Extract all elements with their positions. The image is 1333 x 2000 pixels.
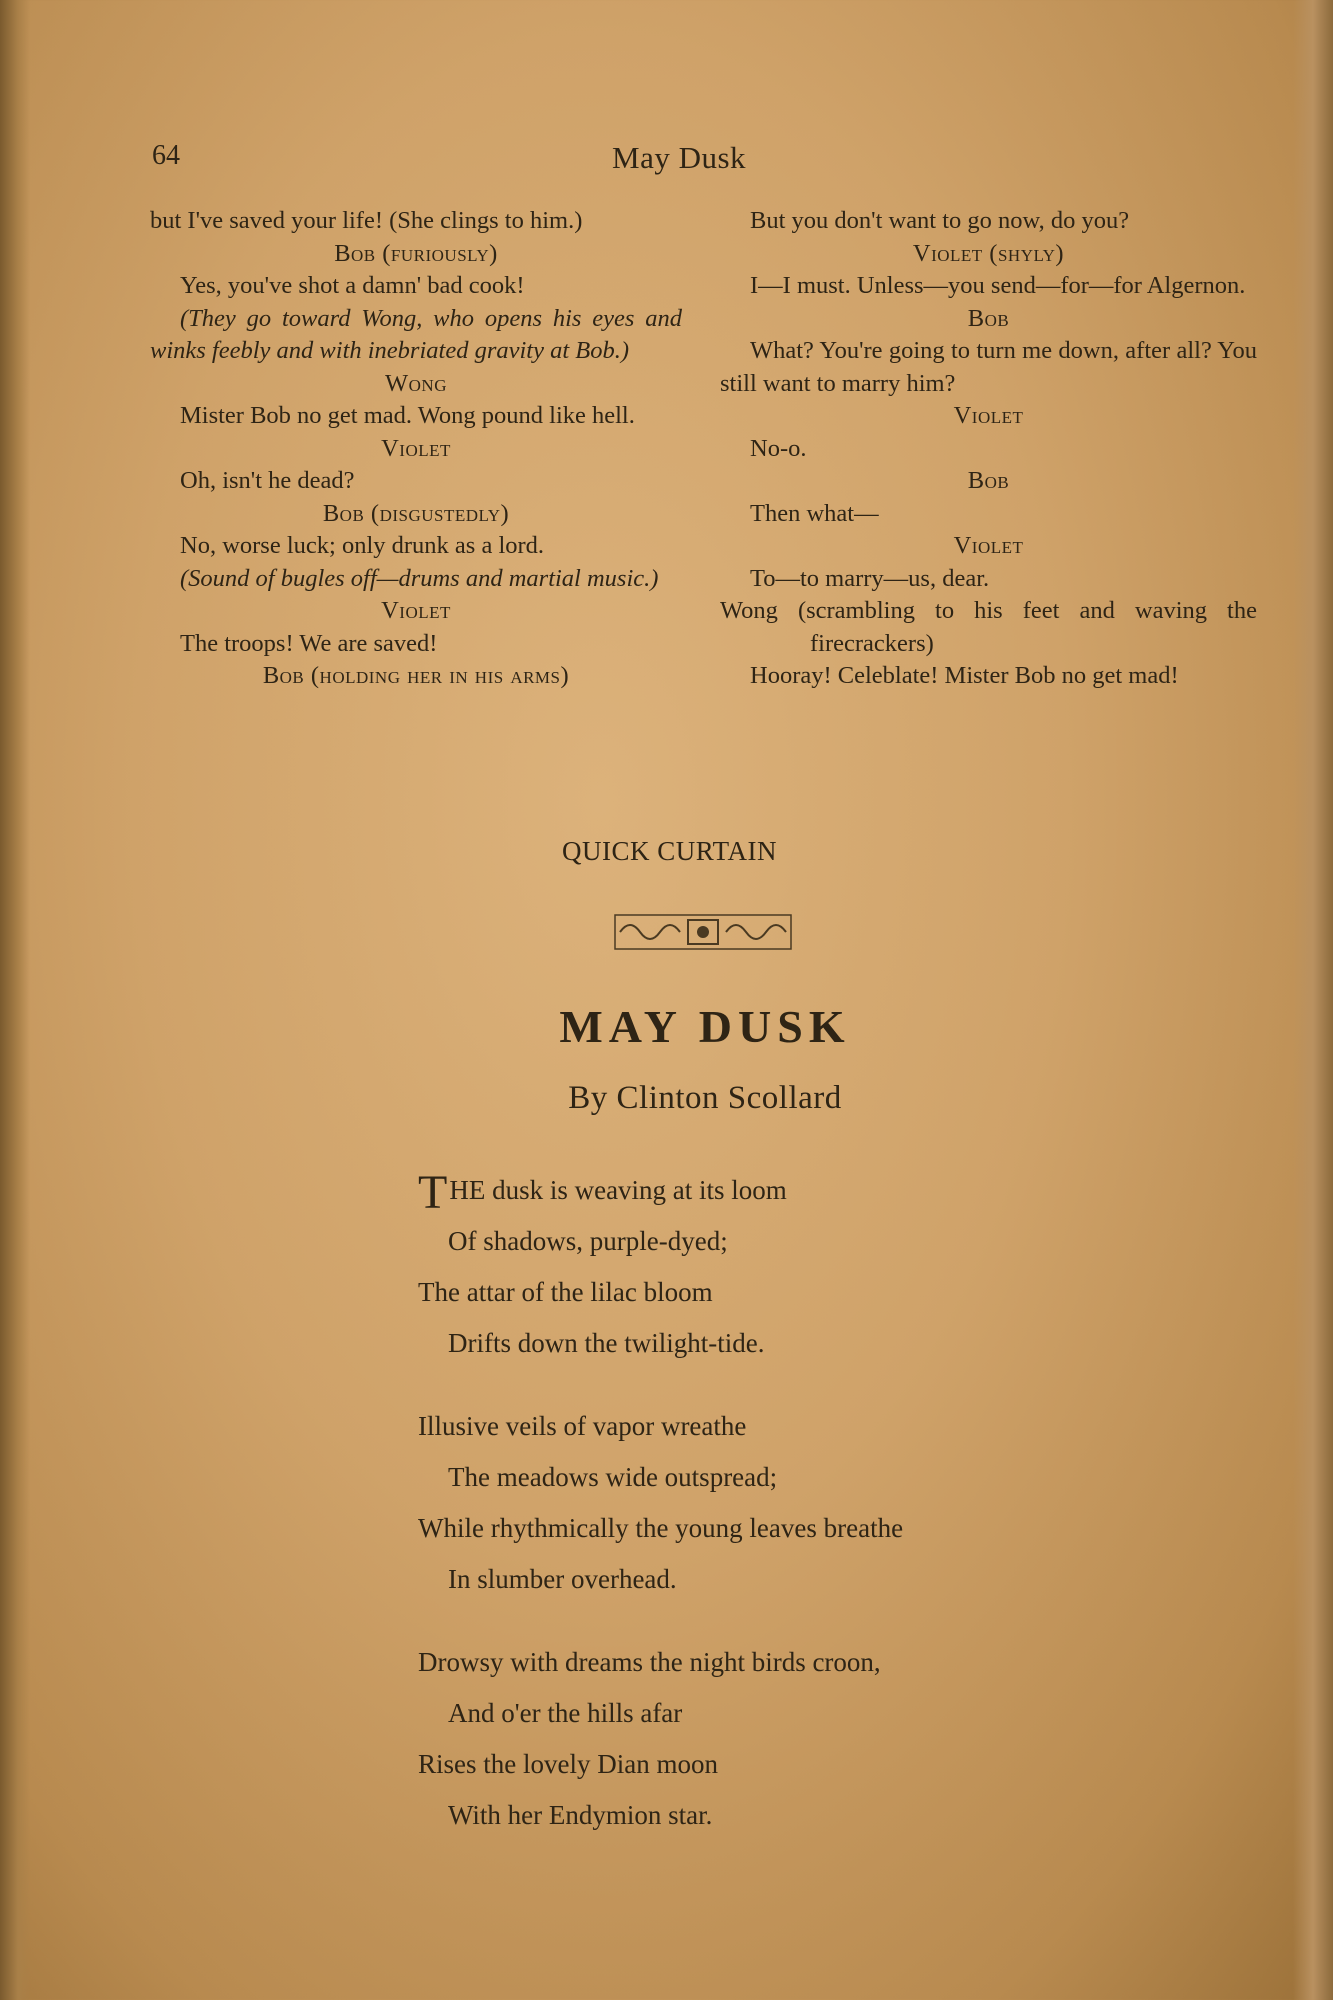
stanza-2 xyxy=(418,1401,903,1605)
script-line: (They go toward Wong, who opens his eyes and winks feebly and with inebriated gravity at Bob.) xyxy=(150,304,682,364)
drop-cap: T xyxy=(418,1166,448,1219)
poem-title: MAY DUSK xyxy=(559,1001,851,1052)
poem-line: Illusive veils of vapor wreathe xyxy=(418,1411,747,1441)
poem-line: With her Endymion star. xyxy=(448,1800,713,1830)
quick-curtain: QUICK CURTAIN xyxy=(562,836,777,866)
script-line: (Sound of bugles off—drums and martial music.) xyxy=(180,564,659,592)
poem-line: Drifts down the twilight-tide. xyxy=(448,1328,765,1358)
play-column-right xyxy=(720,205,1257,693)
script-line: No-o. xyxy=(750,434,807,462)
poem-line: Drowsy with dreams the night birds croon, xyxy=(418,1647,881,1677)
script-line: Wong (scrambling to his feet and waving the firecrackers) xyxy=(720,597,1257,657)
poem-line: While rhythmically the young leaves breathe xyxy=(418,1513,904,1543)
speaker-name: Violet xyxy=(381,434,451,462)
stanza-1 xyxy=(418,1165,903,1369)
speaker-name: Bob (furiously) xyxy=(334,239,498,267)
speaker-name: Violet (shyly) xyxy=(912,239,1065,267)
script-line: Yes, you've shot a damn' bad cook! xyxy=(180,272,525,299)
script-line: Mister Bob no get mad. Wong pound like hell. xyxy=(180,402,635,429)
speaker-name: Violet xyxy=(953,532,1024,559)
poem-line: And o'er the hills afar xyxy=(448,1698,683,1728)
play-column-left xyxy=(150,205,682,693)
speaker-name: Violet xyxy=(953,402,1024,429)
script-line: Oh, isn't he dead? xyxy=(180,467,355,494)
stanza-3 xyxy=(418,1637,903,1841)
poem-byline: By Clinton Scollard xyxy=(568,1080,842,1116)
script-line: But you don't want to go now, do you? xyxy=(750,207,1130,234)
script-line: but I've saved your life! (She clings to him.) xyxy=(150,207,583,234)
script-line: What? You're going to turn me down, after all? You still want to marry him? xyxy=(720,337,1257,397)
speaker-name: Violet xyxy=(381,597,451,624)
speaker-name: Bob xyxy=(967,304,1010,332)
running-title: May Dusk xyxy=(612,140,747,175)
script-line: Then what— xyxy=(750,499,879,527)
speaker-name: Bob (holding her in his arms) xyxy=(262,662,570,689)
poem-line-text: HE dusk is weaving at its loom xyxy=(449,1175,787,1205)
poem-line: In slumber overhead. xyxy=(448,1564,677,1594)
page-number: 64 xyxy=(152,140,180,171)
poem-line: The meadows wide outspread; xyxy=(448,1462,778,1492)
script-line: To—to marry—us, dear. xyxy=(750,564,990,592)
script-line: I—I must. Unless—you send—for—for Algernon. xyxy=(750,272,1246,299)
ornament-divider-icon xyxy=(614,914,792,950)
poem-body xyxy=(418,1165,903,1873)
running-head xyxy=(152,140,1252,180)
speaker-name: Bob xyxy=(967,467,1010,494)
script-line: Hooray! Celeblate! Mister Bob no get mad! xyxy=(750,662,1179,689)
poem-line: Of shadows, purple-dyed; xyxy=(448,1226,728,1256)
poem-line: The attar of the lilac bloom xyxy=(418,1277,713,1307)
script-line: No, worse luck; only drunk as a lord. xyxy=(180,532,545,559)
speaker-name: Bob (disgustedly) xyxy=(322,499,510,527)
poem-line: Rises the lovely Dian moon xyxy=(418,1749,718,1779)
speaker-name: Wong xyxy=(385,369,447,397)
script-line: The troops! We are saved! xyxy=(180,629,438,657)
poem-line xyxy=(418,1165,903,1219)
